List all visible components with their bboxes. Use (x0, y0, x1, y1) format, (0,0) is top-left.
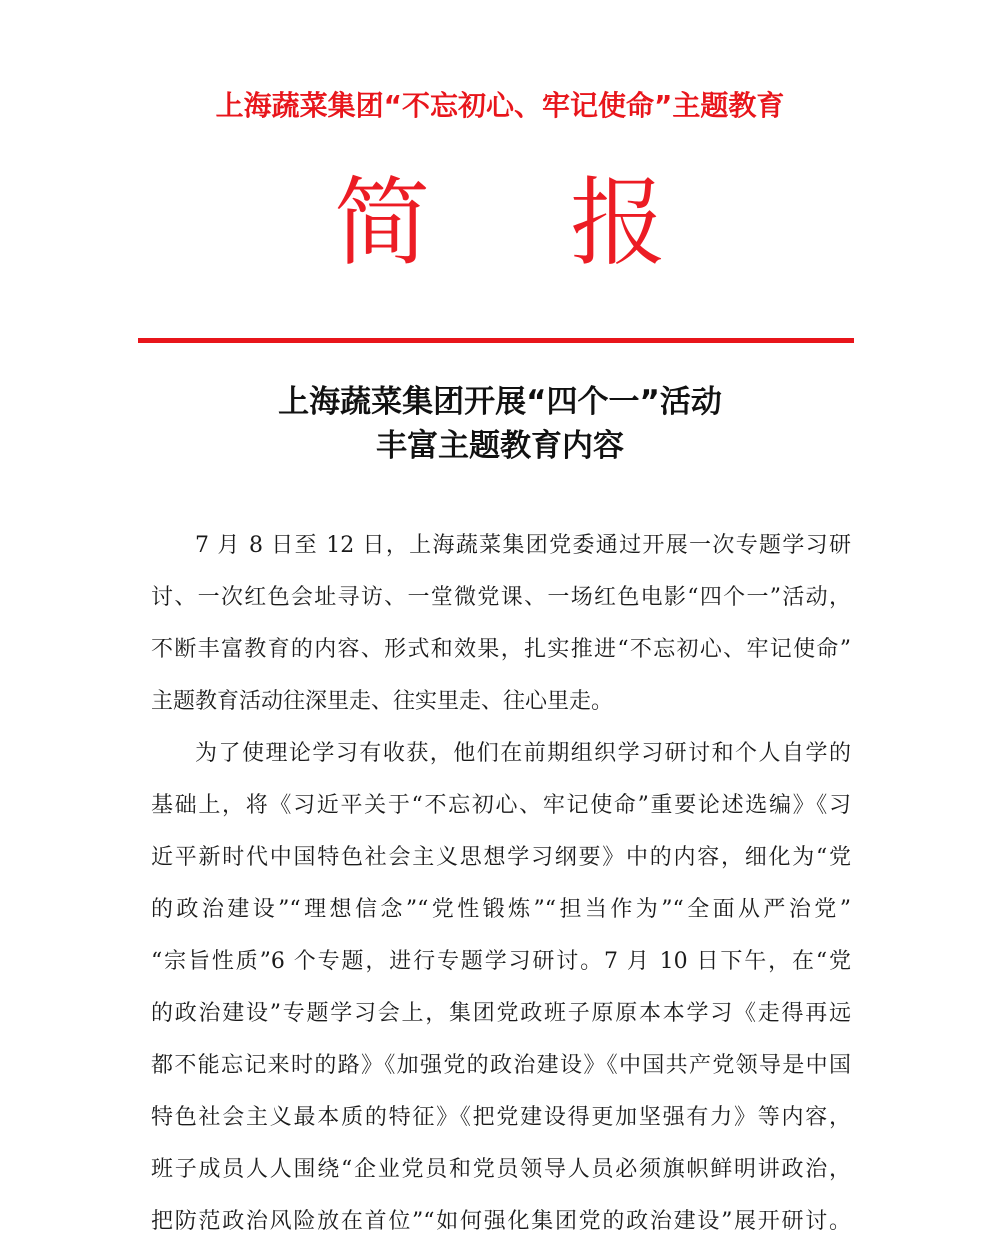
paragraph-line: 把防范政治风险放在首位”“如何强化集团党的政治建设”展开研讨。 (151, 1209, 851, 1234)
article-body (151, 520, 851, 1248)
article-title-line-1: 上海蔬菜集团开展“四个一”活动 (278, 384, 722, 420)
paragraph-line: “宗旨性质”6 个专题，进行专题学习研讨。7 月 10 日下午，在“党 (151, 949, 851, 974)
paragraph-line: 基础上，将《习近平关于“不忘初心、牢记使命”重要论述选编》《习 (151, 793, 851, 818)
paragraph-line: 的政治建设”专题学习会上，集团党政班子原原本本学习《走得再远 (151, 1001, 851, 1026)
paragraph-line: 的政治建设”“理想信念”“党性锻炼”“担当作为”“全面从严治党” (151, 897, 851, 922)
paragraph-line: 为了使理论学习有收获，他们在前期组织学习研讨和个人自学的 (195, 741, 851, 766)
paragraph-line: 不断丰富教育的内容、形式和效果，扎实推进“不忘初心、牢记使命” (151, 637, 851, 662)
paragraph-line: 特色社会主义最本质的特征》《把党建设得更加坚强有力》等内容， (151, 1105, 851, 1130)
paragraph-line: 班子成员人人围绕“企业党员和党员领导人员必须旗帜鲜明讲政治， (151, 1157, 851, 1182)
article-title (0, 380, 1000, 468)
paragraph-line: 都不能忘记来时的路》《加强党的政治建设》《中国共产党领导是中国 (151, 1053, 851, 1078)
red-divider-rule (138, 338, 854, 343)
paragraph-line: 7 月 8 日至 12 日，上海蔬菜集团党委通过开展一次专题学习研 (195, 533, 851, 558)
paragraph-line: 近平新时代中国特色社会主义思想学习纲要》中的内容，细化为“党 (151, 845, 851, 870)
paragraph-line: 主题教育活动往深里走、往实里走、往心里走。 (151, 689, 614, 714)
masthead-char-bao: 报 (570, 167, 666, 279)
paragraph-2 (151, 728, 851, 1248)
paragraph-1 (151, 520, 851, 728)
bulletin-masthead (0, 168, 1000, 278)
paragraph-line: 讨、一次红色会址寻访、一堂微党课、一场红色电影“四个一”活动， (151, 585, 851, 610)
masthead-char-jian: 简 (334, 167, 430, 279)
bulletin-series-title: 上海蔬菜集团“不忘初心、牢记使命”主题教育 (215, 89, 785, 122)
article-title-line-2: 丰富主题教育内容 (376, 428, 624, 464)
